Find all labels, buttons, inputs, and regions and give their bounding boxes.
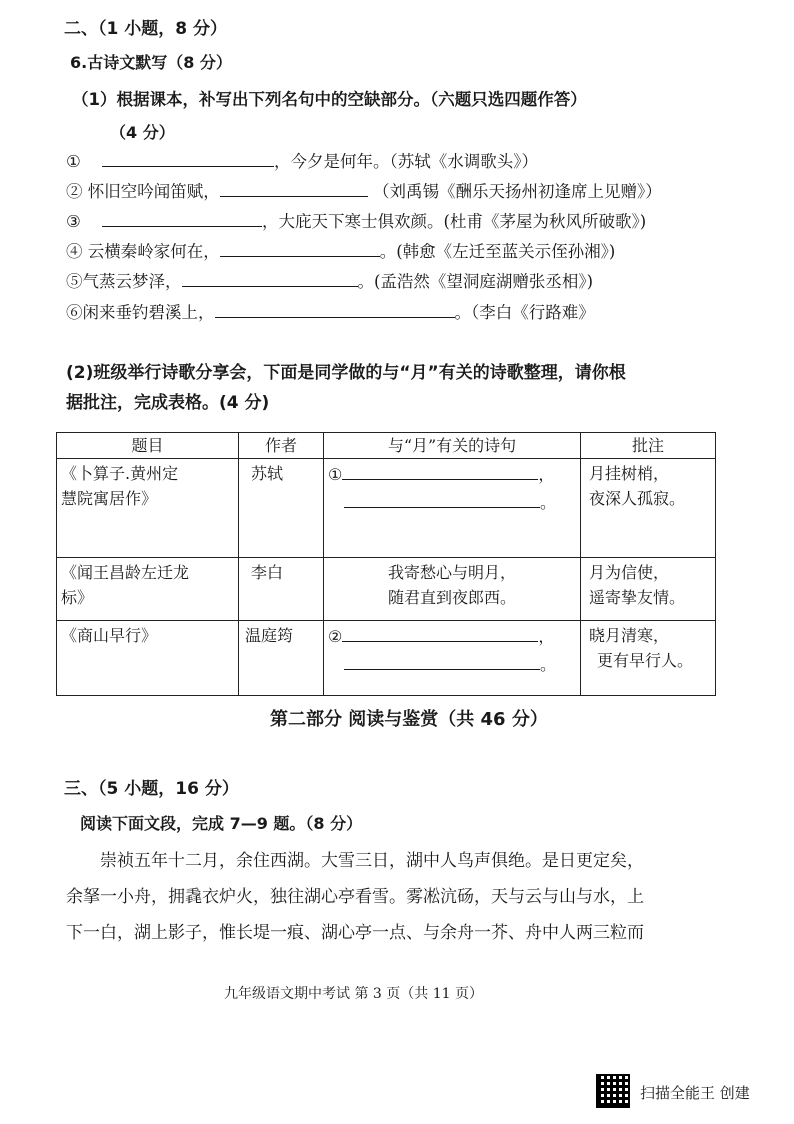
answer-blank[interactable] [344,493,540,508]
answer-blank[interactable] [220,240,380,257]
poem-title: 《闻王昌龄左迁龙 [61,563,190,582]
line-number: ③ [66,212,81,231]
poem-note-cell [581,459,716,558]
verse-punct: ， [538,465,555,484]
section2-heading: 二、（1 小题，8 分） [64,19,227,39]
line-prefix: ④ 云横秦岭家何在， [66,242,220,261]
poem-title: 慧院寓居作》 [61,489,158,508]
line-suffix: 。（李白《行路难》 [454,303,595,322]
poem-note-cell [581,558,716,621]
poem-title-cell [57,459,239,558]
passage-line: 崇祯五年十二月，余住西湖。大雪三日，湖中人鸟声俱绝。是日更定矣， [100,851,644,871]
verse-number: ② [328,627,343,646]
poem-verse: 我寄愁心与明月， [387,563,516,582]
line-suffix: 。(韩愈《左迁至蓝关示侄孙湘》) [379,242,616,261]
header-title: 题目 [57,433,239,459]
poem-title-cell [57,621,239,696]
section3-heading: 三、（5 小题，16 分） [64,779,239,799]
answer-blank[interactable] [102,210,262,227]
poem-verse-cell [324,621,581,696]
subquestion1-points: （4 分） [110,123,175,142]
verse-punct: ， [538,627,555,646]
line-suffix: ，今夕是何年。（苏轼《水调歌头》） [274,152,539,171]
poem-verse-cell [324,459,581,558]
poem-title: 《商山早行》 [61,626,158,645]
table-row [57,621,716,696]
answer-blank[interactable] [102,150,274,167]
passage-line: 余拏一小舟，拥毳衣炉火，独往湖心亭看雪。雾凇沆砀，天与云与山与水，上 [66,887,644,907]
answer-blank[interactable] [342,465,538,480]
qr-code-icon [596,1074,630,1108]
poem-note: 遥寄挚友情。 [589,588,686,607]
page-footer: 九年级语文期中考试 第 3 页（共 11 页） [224,986,483,1002]
table-row [57,459,716,558]
answer-blank[interactable] [182,270,358,287]
fill-line-1 [66,148,538,172]
subquestion1-text: （1）根据课本，补写出下列名句中的空缺部分。（六题只选四题作答） [72,90,587,109]
verse-number: ① [328,465,343,484]
fill-line-3 [66,208,646,232]
line-suffix: （刘禹锡《酬乐天扬州初逢席上见赠》） [373,182,662,201]
poem-author: 李白 [239,558,324,621]
header-verse: 与“月”有关的诗句 [324,433,581,459]
poem-note: 月挂树梢， [589,464,670,483]
subquestion2-text-line2: 据批注，完成表格。(4 分) [66,393,270,413]
poem-title-cell [57,558,239,621]
fill-line-4 [66,238,615,262]
line-prefix: ⑤气蒸云梦泽， [66,272,182,291]
answer-blank[interactable] [215,301,455,318]
passage-line: 下一白，湖上影子，惟长堤一痕、湖心亭一点、与余舟一芥、舟中人两三粒而 [66,923,644,943]
header-author: 作者 [239,433,324,459]
line-suffix: ，大庇天下寒士俱欢颜。(杜甫《茅屋为秋风所破歌》) [262,212,647,231]
reading-instruction: 阅读下面文段，完成 7—9 题。（8 分） [80,814,363,833]
poem-title: 《卜算子.黄州定 [61,464,179,483]
poem-verse: 随君直到夜郎西。 [387,588,516,607]
fill-line-2 [66,178,662,202]
poem-note: 月为信使， [589,563,670,582]
line-prefix: ⑥闲来垂钓碧溪上， [66,303,215,322]
answer-blank[interactable] [344,655,540,670]
poem-table [56,432,716,696]
line-prefix: ② 怀旧空吟闻笛赋， [66,182,220,201]
poem-verse-cell [324,558,581,621]
poem-author: 温庭筠 [239,621,324,696]
part2-heading: 第二部分 阅读与鉴赏（共 46 分） [270,709,548,730]
answer-blank[interactable] [220,180,368,197]
answer-blank[interactable] [342,627,538,642]
line-number: ① [66,152,81,171]
fill-line-5 [66,268,593,292]
poem-author: 苏轼 [239,459,324,558]
verse-punct: 。 [540,655,557,674]
verse-punct: 。 [540,493,557,512]
fill-line-6 [66,299,595,323]
poem-note: 晓月清寒， [589,626,670,645]
table-row [57,558,716,621]
table-header-row [57,433,716,459]
poem-note: 夜深人孤寂。 [589,489,686,508]
poem-note-cell [581,621,716,696]
scanner-watermark: 扫描全能王 创建 [640,1084,750,1102]
header-note: 批注 [581,433,716,459]
poem-title: 标》 [61,588,94,607]
subquestion2-text-line1: (2)班级举行诗歌分享会，下面是同学做的与“月”有关的诗歌整理，请你根 [66,363,626,383]
line-suffix: 。(孟浩然《望洞庭湖赠张丞相》) [357,272,594,291]
question6-title: 6.古诗文默写（8 分） [70,53,232,72]
poem-note: 更有早行人。 [597,651,694,670]
